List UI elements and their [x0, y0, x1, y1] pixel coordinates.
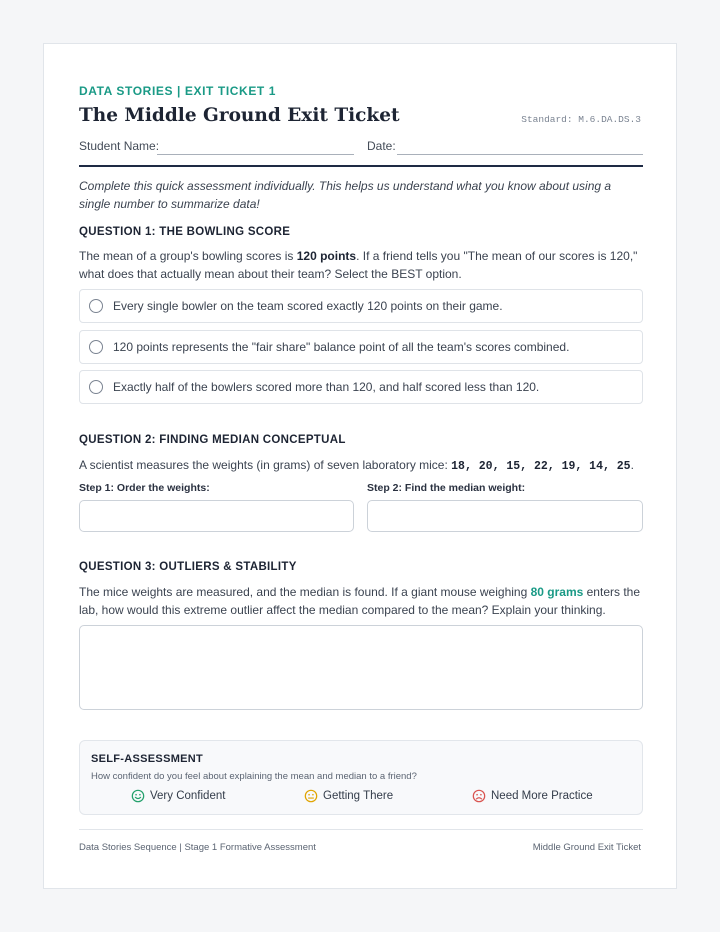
radio-button[interactable]	[89, 299, 103, 313]
option-label: Exactly half of the bowlers scored more than 120, and half scored less than 120.	[113, 380, 540, 394]
question-1-option-a[interactable]	[79, 289, 643, 323]
confidence-option-very-confident[interactable]	[131, 789, 225, 803]
eyebrow-label: DATA STORIES | EXIT TICKET 1	[79, 84, 277, 98]
self-assessment-prompt: How confident do you feel about explaining the mean and median to a friend?	[91, 771, 417, 782]
option-label: Every single bowler on the team scored exactly 120 points on their game.	[113, 299, 503, 313]
footer-divider	[79, 829, 643, 830]
date-field[interactable]	[397, 154, 643, 155]
explanation-textarea[interactable]	[79, 625, 643, 710]
self-assessment-panel	[79, 740, 643, 815]
footer-right-text: Middle Ground Exit Ticket	[532, 842, 641, 853]
student-name-field[interactable]	[157, 154, 354, 155]
confidence-label: Need More Practice	[491, 790, 593, 802]
mouse-weights: 18, 20, 15, 22, 19, 14, 25	[451, 460, 631, 473]
option-label: 120 points represents the "fair share" balance point of all the team's scores combined.	[113, 340, 570, 354]
sad-face-icon	[472, 789, 486, 803]
date-label: Date:	[367, 139, 396, 153]
bowling-mean-value: 120 points	[296, 249, 357, 263]
step-1-label: Step 1: Order the weights:	[79, 482, 210, 494]
confidence-option-getting-there[interactable]	[304, 789, 393, 803]
footer-left-text: Data Stories Sequence | Stage 1 Formative Assessment	[79, 842, 316, 853]
worksheet-page	[43, 43, 677, 889]
happy-face-icon	[131, 789, 145, 803]
page-title: The Middle Ground Exit Ticket	[79, 105, 400, 126]
self-assessment-title: SELF-ASSESSMENT	[91, 753, 204, 765]
question-1-heading: QUESTION 1: THE BOWLING SCORE	[79, 226, 291, 238]
outlier-weight: 80 grams	[530, 585, 584, 599]
question-1-text: The mean of a group's bowling scores is 120 points. If a friend tells you "The mean of our scores is 120," what does that actually mean about their team? Select the BEST option.	[79, 249, 638, 281]
standard-code: Standard: M.6.DA.DS.3	[521, 114, 641, 125]
confidence-label: Very Confident	[150, 790, 226, 802]
radio-button[interactable]	[89, 380, 103, 394]
question-3-text: The mice weights are measured, and the median is found. If a giant mouse weighing 80 grams enters the lab, how would this extreme outlier affect the median compared to the mean? Explain your thinking.	[79, 585, 640, 617]
question-1-option-b[interactable]	[79, 330, 643, 364]
question-1-option-c[interactable]	[79, 370, 643, 404]
question-2-text: A scientist measures the weights (in grams) of seven laboratory mice: 18, 20, 15, 22, 19, 14, 25.	[79, 458, 634, 473]
question-3-heading: QUESTION 3: OUTLIERS & STABILITY	[79, 561, 297, 573]
median-weight-input[interactable]	[367, 500, 643, 532]
header-divider	[79, 165, 643, 167]
student-name-label: Student Name:	[79, 139, 160, 153]
question-2-heading: QUESTION 2: FINDING MEDIAN CONCEPTUAL	[79, 434, 346, 446]
step-2-label: Step 2: Find the median weight:	[367, 482, 526, 494]
order-weights-input[interactable]	[79, 500, 354, 532]
neutral-face-icon	[304, 789, 318, 803]
radio-button[interactable]	[89, 340, 103, 354]
confidence-label: Getting There	[323, 790, 394, 802]
intro-instructions: Complete this quick assessment individually. This helps us understand what you know about using a single number to summarize data!	[79, 179, 612, 211]
confidence-option-need-more-practice[interactable]	[472, 789, 593, 803]
